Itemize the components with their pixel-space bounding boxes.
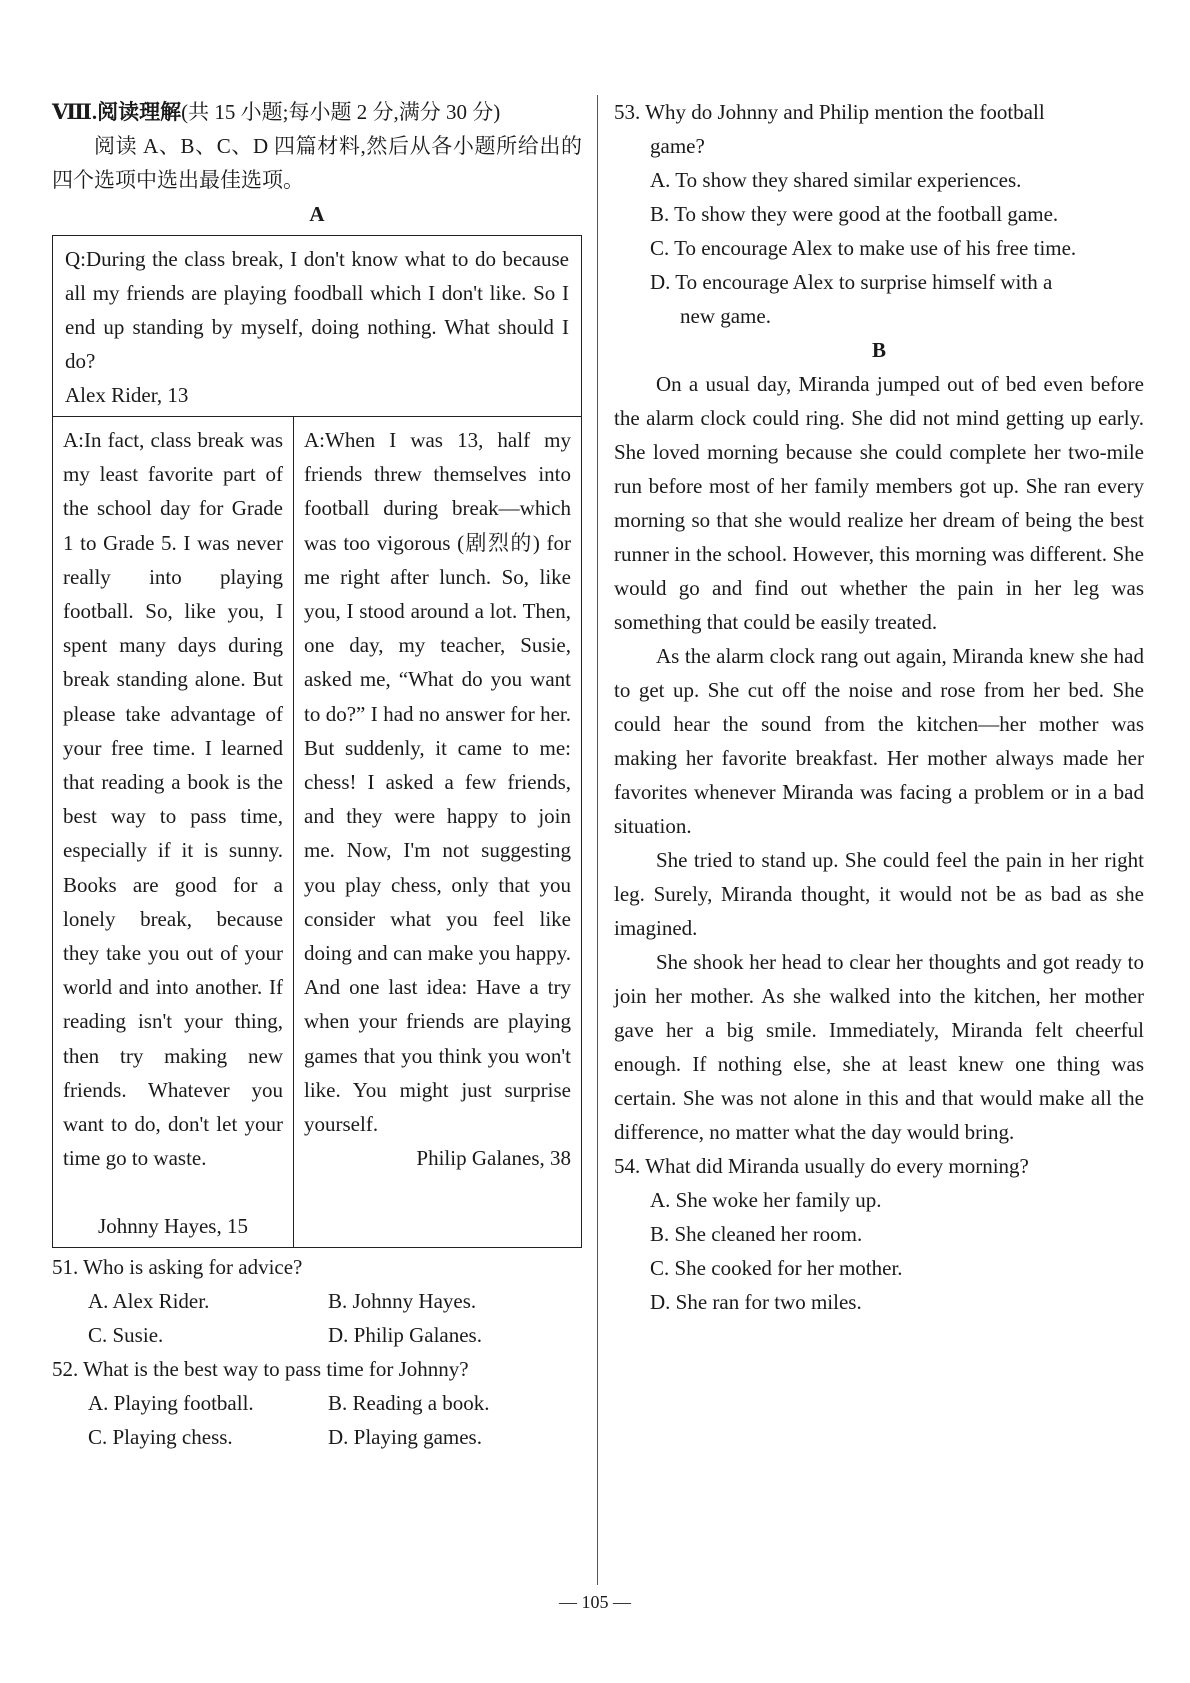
- question-52: [52, 1352, 582, 1454]
- answer-johnny-signature: Johnny Hayes, 15: [98, 1214, 248, 1239]
- option-a[interactable]: A. Alex Rider.: [88, 1289, 210, 1314]
- option-c[interactable]: C. To encourage Alex to make use of his free time.: [650, 236, 1077, 260]
- passage-b-paragraph: As the alarm clock rang out again, Miranda knew she had to get up. She cut off the noise and rose from her bed. She could hear the sound from the kitchen—her mother was making her favorite breakfast. Her mother always made her favorites whenever Miranda was facing a problem or in a bad situation.: [614, 644, 1144, 838]
- question-52-options: [52, 1386, 582, 1454]
- option-a[interactable]: A. She woke her family up.: [650, 1188, 882, 1212]
- question-53-stem-cont: game?: [650, 134, 705, 158]
- question-signature: Alex Rider, 13: [65, 383, 189, 407]
- passage-b-paragraph: She tried to stand up. She could feel the pain in her right leg. Surely, Miranda thought, it would not be as bad as she imagined.: [614, 848, 1144, 940]
- section-scoring: (共 15 小题;每小题 2 分,满分 30 分): [181, 100, 501, 124]
- option-d[interactable]: D. Playing games.: [328, 1425, 482, 1450]
- passage-a-box: [52, 235, 582, 1248]
- passage-b: [614, 367, 1144, 1149]
- answer-johnny-text: A:In fact, class break was my least favorite part of the school day for Grade 1 to Grade 5. I was never really into playing football. So, like you, I spent many days during break standing alone. But please take advantage of your free time. I learned that reading a book is the best way to pass time, especially if it is sunny. Books are good for a lonely break, because they take you out of your world and into another. If reading isn't your thing, then try making new friends. Whatever you want to do, don't let your time go to waste.: [63, 428, 283, 1171]
- option-c[interactable]: C. Playing chess.: [88, 1425, 233, 1450]
- option-b[interactable]: B. Reading a book.: [328, 1391, 490, 1416]
- section-instruction: 阅读 A、B、C、D 四篇材料,然后从各小题所给出的四个选项中选出最佳选项。: [52, 134, 582, 192]
- option-b[interactable]: B. Johnny Hayes.: [328, 1289, 477, 1314]
- question-53: [614, 95, 1144, 333]
- passage-b-paragraph: On a usual day, Miranda jumped out of bed even before the alarm clock could ring. She did not mind getting up early. She loved morning because she could complete her two-mile run before most of her family members got up. She ran every morning so that she would realize her dream of being the best runner in the school. However, this morning was different. She would go and find out whether the pain in her leg was something that could be easily treated.: [614, 372, 1144, 634]
- page-number: — 105 —: [559, 1592, 631, 1612]
- section-number: Ⅷ.: [52, 100, 98, 124]
- option-b[interactable]: B. To show they were good at the football game.: [650, 202, 1059, 226]
- question-53-stem: 53. Why do Johnny and Philip mention the football: [614, 100, 1045, 124]
- answer-johnny: [53, 417, 294, 1247]
- answer-philip-signature: Philip Galanes, 38: [416, 1146, 571, 1171]
- answer-philip: [294, 417, 581, 1247]
- option-d[interactable]: D. To encourage Alex to surprise himself with a: [650, 270, 1053, 294]
- column-divider: [597, 95, 598, 1585]
- option-c[interactable]: C. She cooked for her mother.: [650, 1256, 903, 1280]
- option-d-cont[interactable]: new game.: [680, 304, 771, 328]
- question-54-stem: 54. What did Miranda usually do every morning?: [614, 1154, 1029, 1178]
- answer-philip-text: A:When I was 13, half my friends threw themselves into football during break—which was too vigorous (剧烈的) for me right after lunch. So, like you, I stood around a lot. Then, one day, my teacher, Susie, asked me, “What do you want to do?” I had no answer for her. But suddenly, it came to me: chess! I asked a few friends, and they were happy to join me. Now, I'm not suggesting you play chess, only that you consider what you feel like doing and can make you happy. And one last idea: Have a try when your friends are playing games that you think you won't like. You might just surprise yourself.: [304, 428, 571, 1137]
- question-54: [614, 1149, 1144, 1319]
- passage-b-paragraph: She shook her head to clear her thoughts and got ready to join her mother. As she walked into the kitchen, her mother gave her a big smile. Immediately, Miranda felt cheerful enough. If nothing else, she at least knew one thing was certain. She was not alone in this and that would make all the difference, no matter what the day would bring.: [614, 950, 1144, 1144]
- option-c[interactable]: C. Susie.: [88, 1323, 164, 1348]
- option-d[interactable]: D. Philip Galanes.: [328, 1323, 482, 1348]
- question-51: [52, 1250, 582, 1352]
- option-a[interactable]: A. To show they shared similar experiences.: [650, 168, 1022, 192]
- question-52-stem: 52. What is the best way to pass time for Johnny?: [52, 1357, 469, 1382]
- question-51-options: [52, 1284, 582, 1352]
- section-heading: [52, 95, 582, 129]
- right-column: [614, 95, 1144, 1319]
- passage-b-letter: B: [871, 338, 886, 362]
- section-title: 阅读理解: [97, 100, 182, 124]
- question-panel: [53, 236, 581, 417]
- option-b[interactable]: B. She cleaned her room.: [650, 1222, 863, 1246]
- left-column: [52, 95, 582, 1454]
- question-51-stem: 51. Who is asking for advice?: [52, 1255, 303, 1280]
- answers-row: [53, 417, 581, 1247]
- passage-a-letter: A: [309, 202, 325, 226]
- question-text: Q:During the class break, I don't know what to do because all my friends are playing foodball which I don't like. So I end up standing by myself, doing nothing. What should I do?: [65, 247, 569, 373]
- option-a[interactable]: A. Playing football.: [88, 1391, 254, 1416]
- option-d[interactable]: D. She ran for two miles.: [650, 1290, 862, 1314]
